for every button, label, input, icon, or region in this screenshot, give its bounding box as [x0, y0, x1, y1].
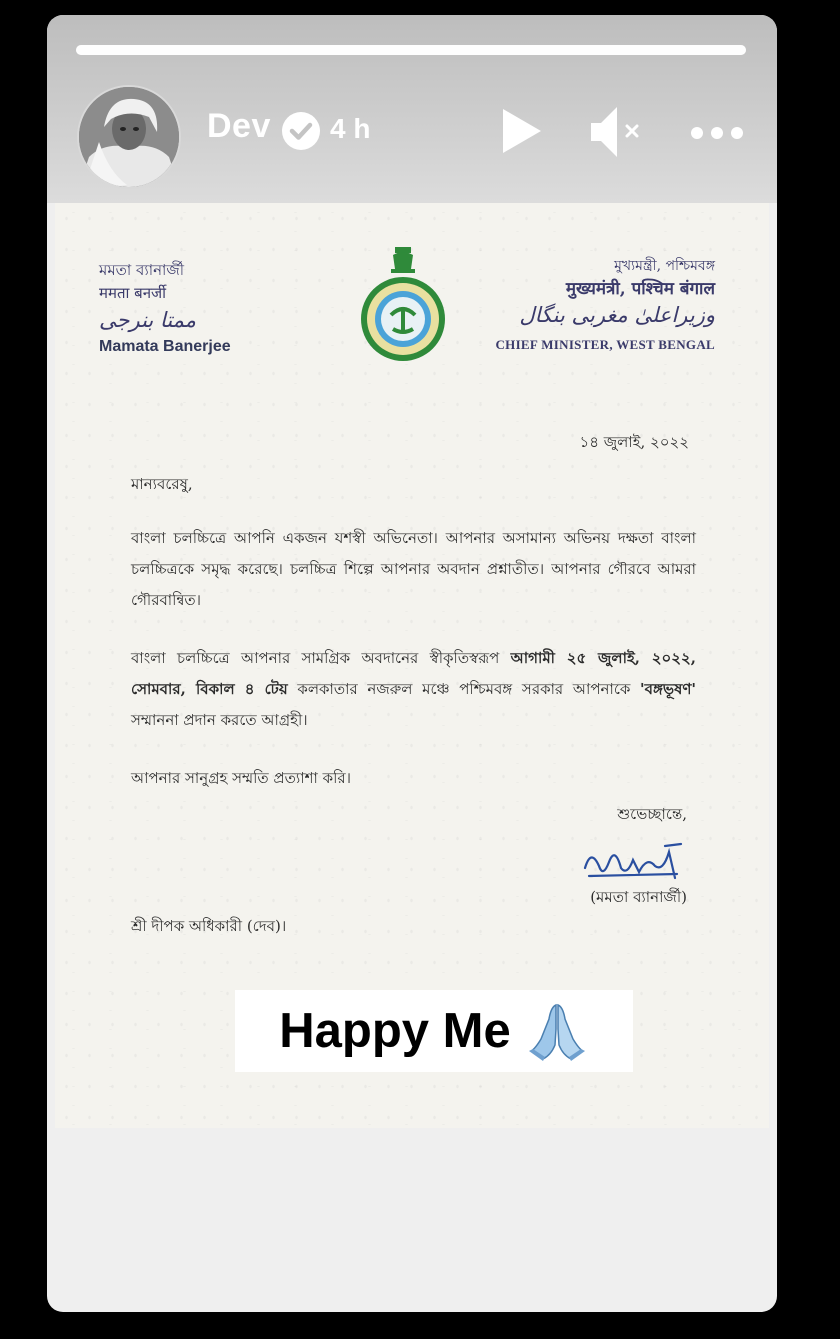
- para2-part-3: কলকাতার নজরুল মঞ্চে পশ্চিমবঙ্গ সরকার আপনাকে: [287, 680, 641, 698]
- letter-paragraph-2: [131, 643, 696, 736]
- para2-part-5: সম্মাননা প্রদান করতে আগ্রহী।: [131, 711, 308, 729]
- letterhead-right-hindi: मुख्यमंत्री, पश्चिम बंगाल: [565, 279, 715, 299]
- story-viewer[interactable]: [47, 15, 777, 1312]
- story-timestamp: 4 h: [330, 113, 371, 144]
- para2-part-1: বাংলা চলচ্চিত্রে আপনার সামগ্রিক অবদানের স্বীকৃতিস্বরূপ: [131, 649, 511, 667]
- story-progress-bar: [76, 45, 746, 55]
- story-username[interactable]: Dev: [207, 107, 271, 145]
- letter-date: ১৪ জুলাই, ২০২২: [579, 433, 689, 451]
- folded-hands-icon: [525, 999, 589, 1063]
- para2-event-date: আগামী ২৫ জুলাই, ২০২২, সোমবার, বিকাল ৪ টেয়: [131, 649, 696, 698]
- letterhead-right-urdu: وزیراعلیٰ مغربی بنگال: [519, 303, 715, 327]
- letterhead-left-english: Mamata Banerjee: [99, 338, 231, 355]
- letterhead-right-english: CHIEF MINISTER, WEST BENGAL: [495, 337, 715, 352]
- letterhead-right-bengali: মুখ্যমন্ত্রী, পশ্চিমবঙ্গ: [614, 258, 715, 274]
- story-caption-sticker[interactable]: [235, 990, 633, 1072]
- handwritten-signature: [577, 838, 687, 884]
- letterhead-left-bengali: মমতা ব্যানার্জী: [99, 261, 185, 279]
- caption-text: Happy Me: [279, 1004, 511, 1058]
- more-options-icon[interactable]: [690, 120, 744, 146]
- para2-award-name: 'বঙ্গভূষণ': [640, 680, 697, 698]
- letterhead-left-urdu: ممتا بنرجی: [99, 308, 197, 332]
- letter-closing: [577, 803, 687, 911]
- letter-addressee: শ্রী দীপক অধিকারী (দেব)।: [131, 917, 287, 935]
- letter-paragraph-3: আপনার সানুগ্রহ সম্মতি প্রত্যাশা করি।: [131, 769, 352, 787]
- story-progress-fill: [76, 45, 746, 55]
- letterhead-right: [495, 255, 715, 353]
- volume-muted-icon[interactable]: [587, 103, 655, 161]
- letter-signer-name: (মমতা ব্যানার্জী): [590, 888, 687, 906]
- letter-salutation: মান্যবরেষু,: [131, 475, 193, 493]
- letterhead-left-hindi: ममता बनर्जी: [99, 284, 167, 302]
- letterhead-left: [99, 259, 231, 356]
- letter-closing-greeting: শুভেচ্ছান্তে,: [617, 805, 687, 823]
- play-icon[interactable]: [497, 107, 545, 155]
- verified-badge-icon: [280, 110, 322, 152]
- letter-paragraph-1: বাংলা চলচ্চিত্রে আপনি একজন যশস্বী অভিনেতা। আপনার অসামান্য অভিনয় দক্ষতা বাংলা চলচ্চিত্রকে সমৃদ্ধ করেছে। চলচ্চিত্র শিল্পে আপনার অবদান প্রশ্নাতীত। আপনার গৌরবে আমরা গৌরবান্বিত।: [131, 529, 696, 609]
- avatar[interactable]: [77, 85, 181, 189]
- government-emblem-icon: [357, 245, 449, 363]
